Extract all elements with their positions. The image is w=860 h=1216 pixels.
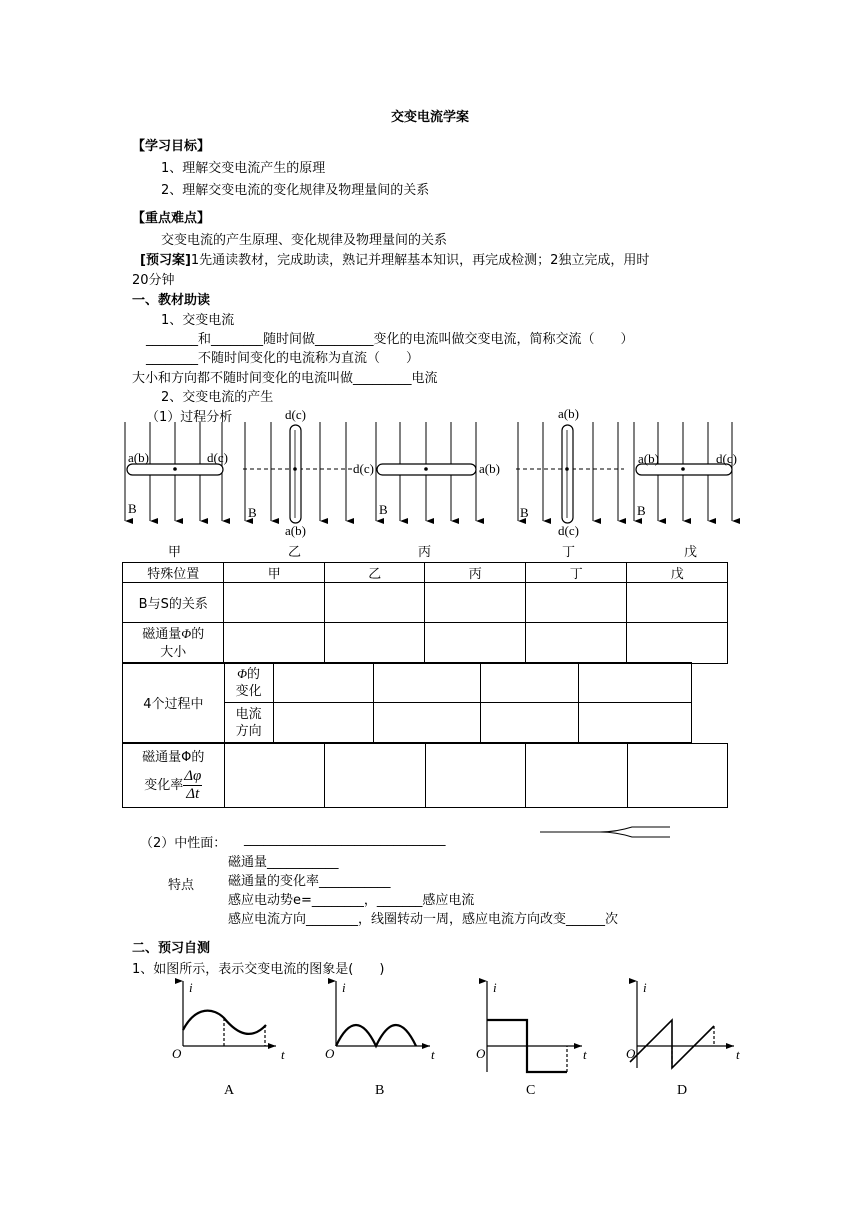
row-b-s-relation: B与S的关系 [123, 583, 224, 623]
constant-current-line: 大小和方向都不随时间变化的电流叫做_________电流 [132, 371, 438, 386]
th-ding: 丁 [525, 563, 626, 583]
option-d[interactable]: D [677, 1083, 688, 1098]
row-four-processes: 4个过程中 [123, 663, 225, 743]
dc-definition-line: ________不随时间变化的电流称为直流（ ） [146, 351, 420, 366]
neutral-plane-blank[interactable]: _______________________________ [244, 832, 446, 847]
question-1: 1、如图所示，表示交变电流的图象是( ) [132, 962, 385, 977]
section1-sub2: 2、交变电流的产生 [161, 390, 274, 405]
goal-item-2: 2、理解交变电流的变化规律及物理量间的关系 [161, 183, 430, 198]
diagram-name-bing: 丙 [418, 545, 432, 560]
section1-sub1: 1、交变电流 [161, 313, 235, 328]
row-flux-change: Φ的 变化 [224, 663, 273, 703]
key-points-text: 交变电流的产生原理、变化规律及物理量间的关系 [161, 233, 448, 248]
preview-text-2: 20分钟 [132, 273, 175, 288]
label-bing-dc: d(c) [353, 461, 374, 476]
graph-a-origin: O [172, 1046, 182, 1061]
option-c[interactable]: C [526, 1083, 536, 1098]
page-title: 交变电流学案 [390, 110, 469, 125]
preview-text: 1先通读教材，完成助读，熟记并理解基本知识，再完成检测；2独立完成，用时 [190, 253, 650, 268]
section2-heading: 二、预习自测 [132, 941, 211, 956]
label-bing-b: B [379, 502, 388, 517]
row-flux-size: 磁通量Φ的 大小 [123, 623, 224, 664]
graph-c [487, 981, 582, 1072]
graph-b-axis-t: t [431, 1047, 435, 1062]
graph-c-origin: O [476, 1046, 486, 1061]
row-current-direction: 电流 方向 [224, 703, 273, 743]
graph-d-axis-t: t [736, 1047, 740, 1062]
label-wu-dc: d(c) [716, 451, 737, 466]
goal-item-1: 1、理解交变电流产生的原理 [161, 161, 326, 176]
option-a[interactable]: A [224, 1083, 235, 1098]
label-jia-ab: a(b) [128, 450, 149, 465]
label-ding-ab: a(b) [558, 406, 579, 421]
diagram-name-wu: 戊 [684, 545, 698, 560]
label-wu-ab: a(b) [638, 451, 659, 466]
section1-heading: 一、教材助读 [132, 293, 211, 308]
graph-a-axis-i: i [189, 980, 193, 995]
th-wu: 戊 [627, 563, 728, 583]
graph-a-axis-t: t [281, 1047, 285, 1062]
diagram-name-yi: 乙 [288, 545, 302, 560]
option-b[interactable]: B [375, 1083, 385, 1098]
label-jia-dc: d(c) [207, 450, 228, 465]
graph-c-axis-i: i [493, 980, 497, 995]
feature-flux: 磁通量___________ [228, 855, 339, 870]
row-flux-rate: 磁通量Φ的 变化率 $\frac{\Delta\varphi}{\Delta t}$ [123, 744, 225, 808]
neutral-plane-heading: （2）中性面： [140, 836, 227, 851]
feature-label: 特点 [168, 878, 195, 893]
graph-d-axis-i: i [643, 980, 647, 995]
diagram-name-jia: 甲 [168, 545, 182, 560]
th-position: 特殊位置 [123, 563, 224, 583]
th-yi: 乙 [324, 563, 425, 583]
feature-emf: 感应电动势e=________，_______感应电流 [228, 893, 475, 908]
label-yi-ab: a(b) [285, 523, 306, 538]
label-yi-b: B [248, 505, 257, 520]
label-ding-b: B [520, 505, 529, 520]
label-jia-b: B [128, 501, 137, 516]
label-wu-b: B [637, 503, 646, 518]
key-points-heading: 【重点难点】 [132, 211, 211, 226]
diagram-name-ding: 丁 [562, 545, 576, 560]
preview-tag: [预习案] [140, 253, 191, 268]
graph-b [336, 981, 430, 1046]
feature-current-direction: 感应电流方向________，线圈转动一周，感应电流方向改变______次 [228, 912, 619, 927]
flux-rate-fraction: $\frac{\Delta\varphi}{\Delta t}$ [184, 768, 202, 802]
graph-c-axis-t: t [583, 1047, 587, 1062]
graph-b-origin: O [325, 1046, 335, 1061]
label-ding-dc: d(c) [558, 523, 579, 538]
graph-d-origin: O [626, 1046, 636, 1061]
feature-flux-rate: 磁通量的变化率___________ [228, 874, 391, 889]
th-bing: 丙 [425, 563, 526, 583]
graph-a [183, 981, 276, 1046]
goals-heading: 【学习目标】 [132, 139, 211, 154]
graph-b-axis-i: i [342, 980, 346, 995]
ac-definition-line: ________和________随时间做_________变化的电流叫做交变电流，简称交流（ ） [146, 332, 634, 347]
label-bing-ab: a(b) [479, 461, 500, 476]
label-yi-dc: d(c) [285, 407, 306, 422]
process-analysis-label: （1）过程分析 [146, 410, 233, 425]
th-jia: 甲 [224, 563, 325, 583]
